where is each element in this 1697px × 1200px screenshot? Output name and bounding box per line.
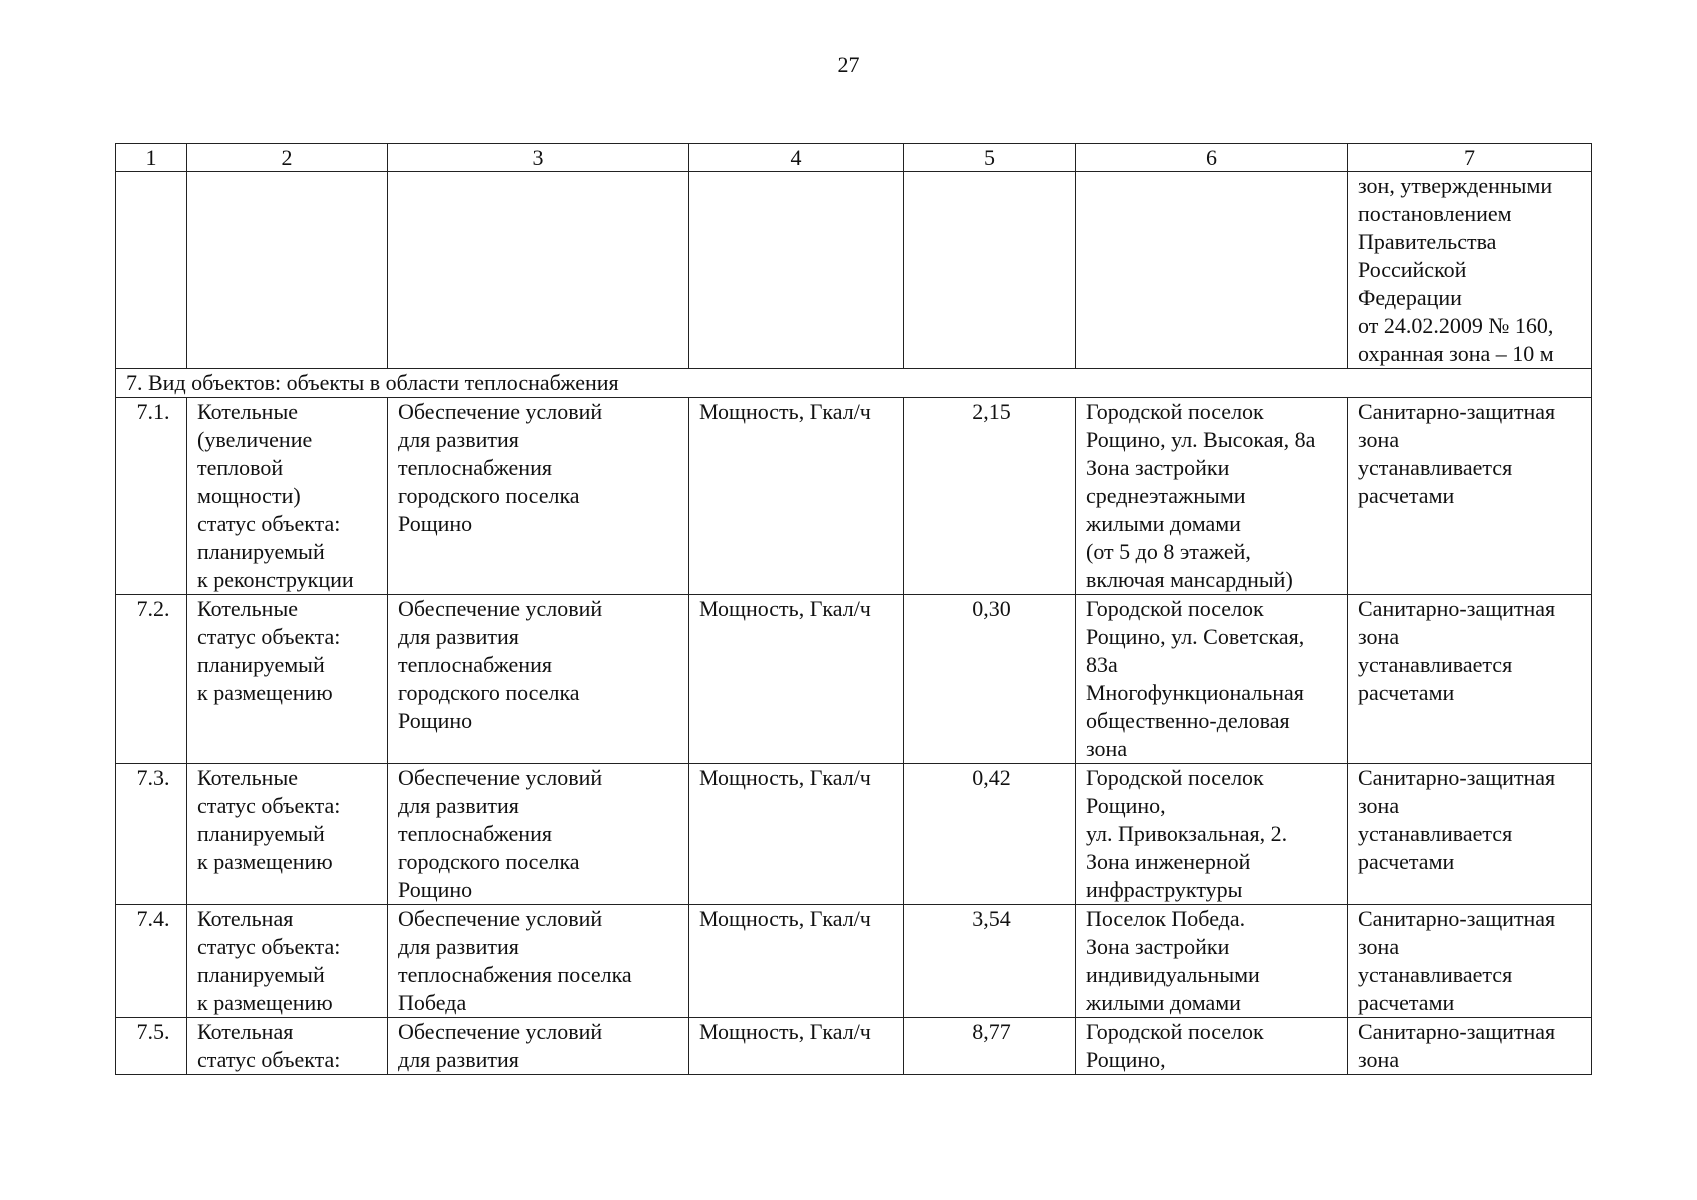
cell-line: зона [1358,793,1400,818]
purpose-cell [388,1018,689,1075]
section-row [116,369,1592,398]
characteristic-cell: Мощность, Гкал/ч [689,1018,904,1075]
cell-line: Зона застройки [1086,455,1230,480]
cell-line: расчетами [1358,849,1455,874]
location-cell [1076,595,1348,764]
cell-line: теплоснабжения [398,821,552,846]
column-header: 1 [116,144,187,172]
zone-cell [1348,398,1592,595]
cell-line: Котельные [197,596,298,621]
cell-line: зона [1086,736,1128,761]
cell-line: для развития [398,1047,519,1072]
cell-line: 83а [1086,652,1118,677]
cell-line: статус объекта: [197,934,341,959]
cell-line: статус объекта: [197,793,341,818]
column-header: 4 [689,144,904,172]
cell-line: Санитарно-защитная [1358,906,1556,931]
cell-line: Котельные [197,399,298,424]
table-cell [904,172,1076,369]
cell-line: Санитарно-защитная [1358,399,1556,424]
column-header: 2 [187,144,388,172]
cell-line: зона [1358,427,1400,452]
table-cell [689,172,904,369]
cell-line: тепловой [197,455,284,480]
section-title: 7. Вид объектов: объекты в области теплоснабжения [116,369,1592,398]
cell-line: инфраструктуры [1086,877,1243,902]
cell-line: Поселок Победа. [1086,906,1246,931]
table-row [116,398,1592,595]
location-cell [1076,905,1348,1018]
cell-line: ул. Привокзальная, 2. [1086,821,1288,846]
cell-line: зона [1358,1047,1400,1072]
cell-line: включая мансардный) [1086,567,1293,592]
column-header: 3 [388,144,689,172]
cell-line: общественно-деловая [1086,708,1290,733]
row-number: 7.5. [116,1018,187,1075]
cell-line: Рощино [398,511,473,536]
cell-line: Котельная [197,906,294,931]
cell-line: Санитарно-защитная [1358,596,1556,621]
table-row [116,1018,1592,1075]
characteristic-cell: Мощность, Гкал/ч [689,595,904,764]
cell-line: Городской поселок [1086,1019,1264,1044]
cell-line: Обеспечение условий [398,399,603,424]
cell-line: городского поселка [398,680,580,705]
cell-line: планируемый [197,821,325,846]
cell-line: Многофункциональная [1086,680,1304,705]
cell-line: Котельные [197,765,298,790]
column-header: 5 [904,144,1076,172]
cell-line: городского поселка [398,483,580,508]
cell-line: Рощино, [1086,793,1166,818]
cell-line: устанавливается [1358,652,1513,677]
cell-line: планируемый [197,652,325,677]
location-cell [1076,398,1348,595]
cell-line: индивидуальными [1086,962,1260,987]
table-cell [116,172,187,369]
purpose-cell [388,595,689,764]
cell-line: к реконструкции [197,567,354,592]
cell-line: расчетами [1358,483,1455,508]
cell-line: расчетами [1358,990,1455,1015]
cell-line: мощности) [197,483,301,508]
row-number: 7.2. [116,595,187,764]
table-cell [187,172,388,369]
value-cell: 3,54 [904,905,1076,1018]
characteristic-cell: Мощность, Гкал/ч [689,764,904,905]
cell-line: Российской [1358,257,1467,282]
continuation-zone-cell [1348,172,1592,369]
table-row [116,595,1592,764]
location-cell [1076,1018,1348,1075]
cell-line: статус объекта: [197,511,341,536]
cell-line: Рощино [398,877,473,902]
cell-line: Обеспечение условий [398,596,603,621]
cell-line: (от 5 до 8 этажей, [1086,539,1251,564]
cell-line: теплоснабжения [398,652,552,677]
cell-line: устанавливается [1358,821,1513,846]
cell-line: Правительства [1358,229,1497,254]
cell-line: Санитарно-защитная [1358,1019,1556,1044]
table-cell [388,172,689,369]
cell-line: Котельная [197,1019,294,1044]
characteristic-cell: Мощность, Гкал/ч [689,398,904,595]
table-cell [1076,172,1348,369]
cell-line: Городской поселок [1086,765,1264,790]
location-cell [1076,764,1348,905]
object-name-cell [187,595,388,764]
cell-line: к размещению [197,680,333,705]
column-header: 6 [1076,144,1348,172]
cell-line: Городской поселок [1086,596,1264,621]
cell-line: для развития [398,427,519,452]
cell-line: городского поселка [398,849,580,874]
cell-line: жилыми домами [1086,990,1241,1015]
row-number: 7.3. [116,764,187,905]
cell-line: для развития [398,624,519,649]
cell-line: Победа [398,990,467,1015]
cell-line: теплоснабжения [398,455,552,480]
cell-line: зон, утвержденными [1358,173,1553,198]
cell-line: Рощино, ул. Высокая, 8а [1086,427,1316,452]
cell-line: теплоснабжения поселка [398,962,632,987]
purpose-cell [388,398,689,595]
zone-cell [1348,764,1592,905]
value-cell: 8,77 [904,1018,1076,1075]
cell-line: жилыми домами [1086,511,1241,536]
column-header: 7 [1348,144,1592,172]
cell-line: к размещению [197,849,333,874]
cell-line: устанавливается [1358,455,1513,480]
objects-table [115,143,1592,1075]
cell-line: Обеспечение условий [398,906,603,931]
purpose-cell [388,905,689,1018]
cell-line: от 24.02.2009 № 160, [1358,313,1554,338]
row-number: 7.4. [116,905,187,1018]
purpose-cell [388,764,689,905]
cell-line: Рощино [398,708,473,733]
value-cell: 0,30 [904,595,1076,764]
cell-line: статус объекта: [197,624,341,649]
cell-line: Федерации [1358,285,1462,310]
table-header-row [116,144,1592,172]
table-row [116,905,1592,1018]
cell-line: расчетами [1358,680,1455,705]
object-name-cell [187,905,388,1018]
data-rows [116,398,1592,1075]
zone-cell [1348,1018,1592,1075]
cell-line: к размещению [197,990,333,1015]
object-name-cell [187,398,388,595]
cell-line: для развития [398,934,519,959]
cell-line: устанавливается [1358,962,1513,987]
cell-line: Обеспечение условий [398,1019,603,1044]
cell-line: (увеличение [197,427,313,452]
cell-line: постановлением [1358,201,1512,226]
cell-line: Обеспечение условий [398,765,603,790]
zone-cell [1348,905,1592,1018]
page-number: 27 [837,52,860,77]
table-row [116,764,1592,905]
cell-line: Рощино, ул. Советская, [1086,624,1305,649]
value-cell: 0,42 [904,764,1076,905]
zone-cell [1348,595,1592,764]
object-name-cell [187,1018,388,1075]
cell-line: Зона застройки [1086,934,1230,959]
cell-line: зона [1358,624,1400,649]
cell-line: Санитарно-защитная [1358,765,1556,790]
cell-line: зона [1358,934,1400,959]
cell-line: Рощино, [1086,1047,1166,1072]
cell-line: Зона инженерной [1086,849,1251,874]
cell-line: статус объекта: [197,1047,341,1072]
cell-line: планируемый [197,539,325,564]
cell-line: Городской поселок [1086,399,1264,424]
object-name-cell [187,764,388,905]
characteristic-cell: Мощность, Гкал/ч [689,905,904,1018]
cell-line: для развития [398,793,519,818]
row-number: 7.1. [116,398,187,595]
cell-line: планируемый [197,962,325,987]
cell-line: охранная зона – 10 м [1358,341,1554,366]
continuation-row [116,172,1592,369]
cell-line: среднеэтажными [1086,483,1246,508]
value-cell: 2,15 [904,398,1076,595]
